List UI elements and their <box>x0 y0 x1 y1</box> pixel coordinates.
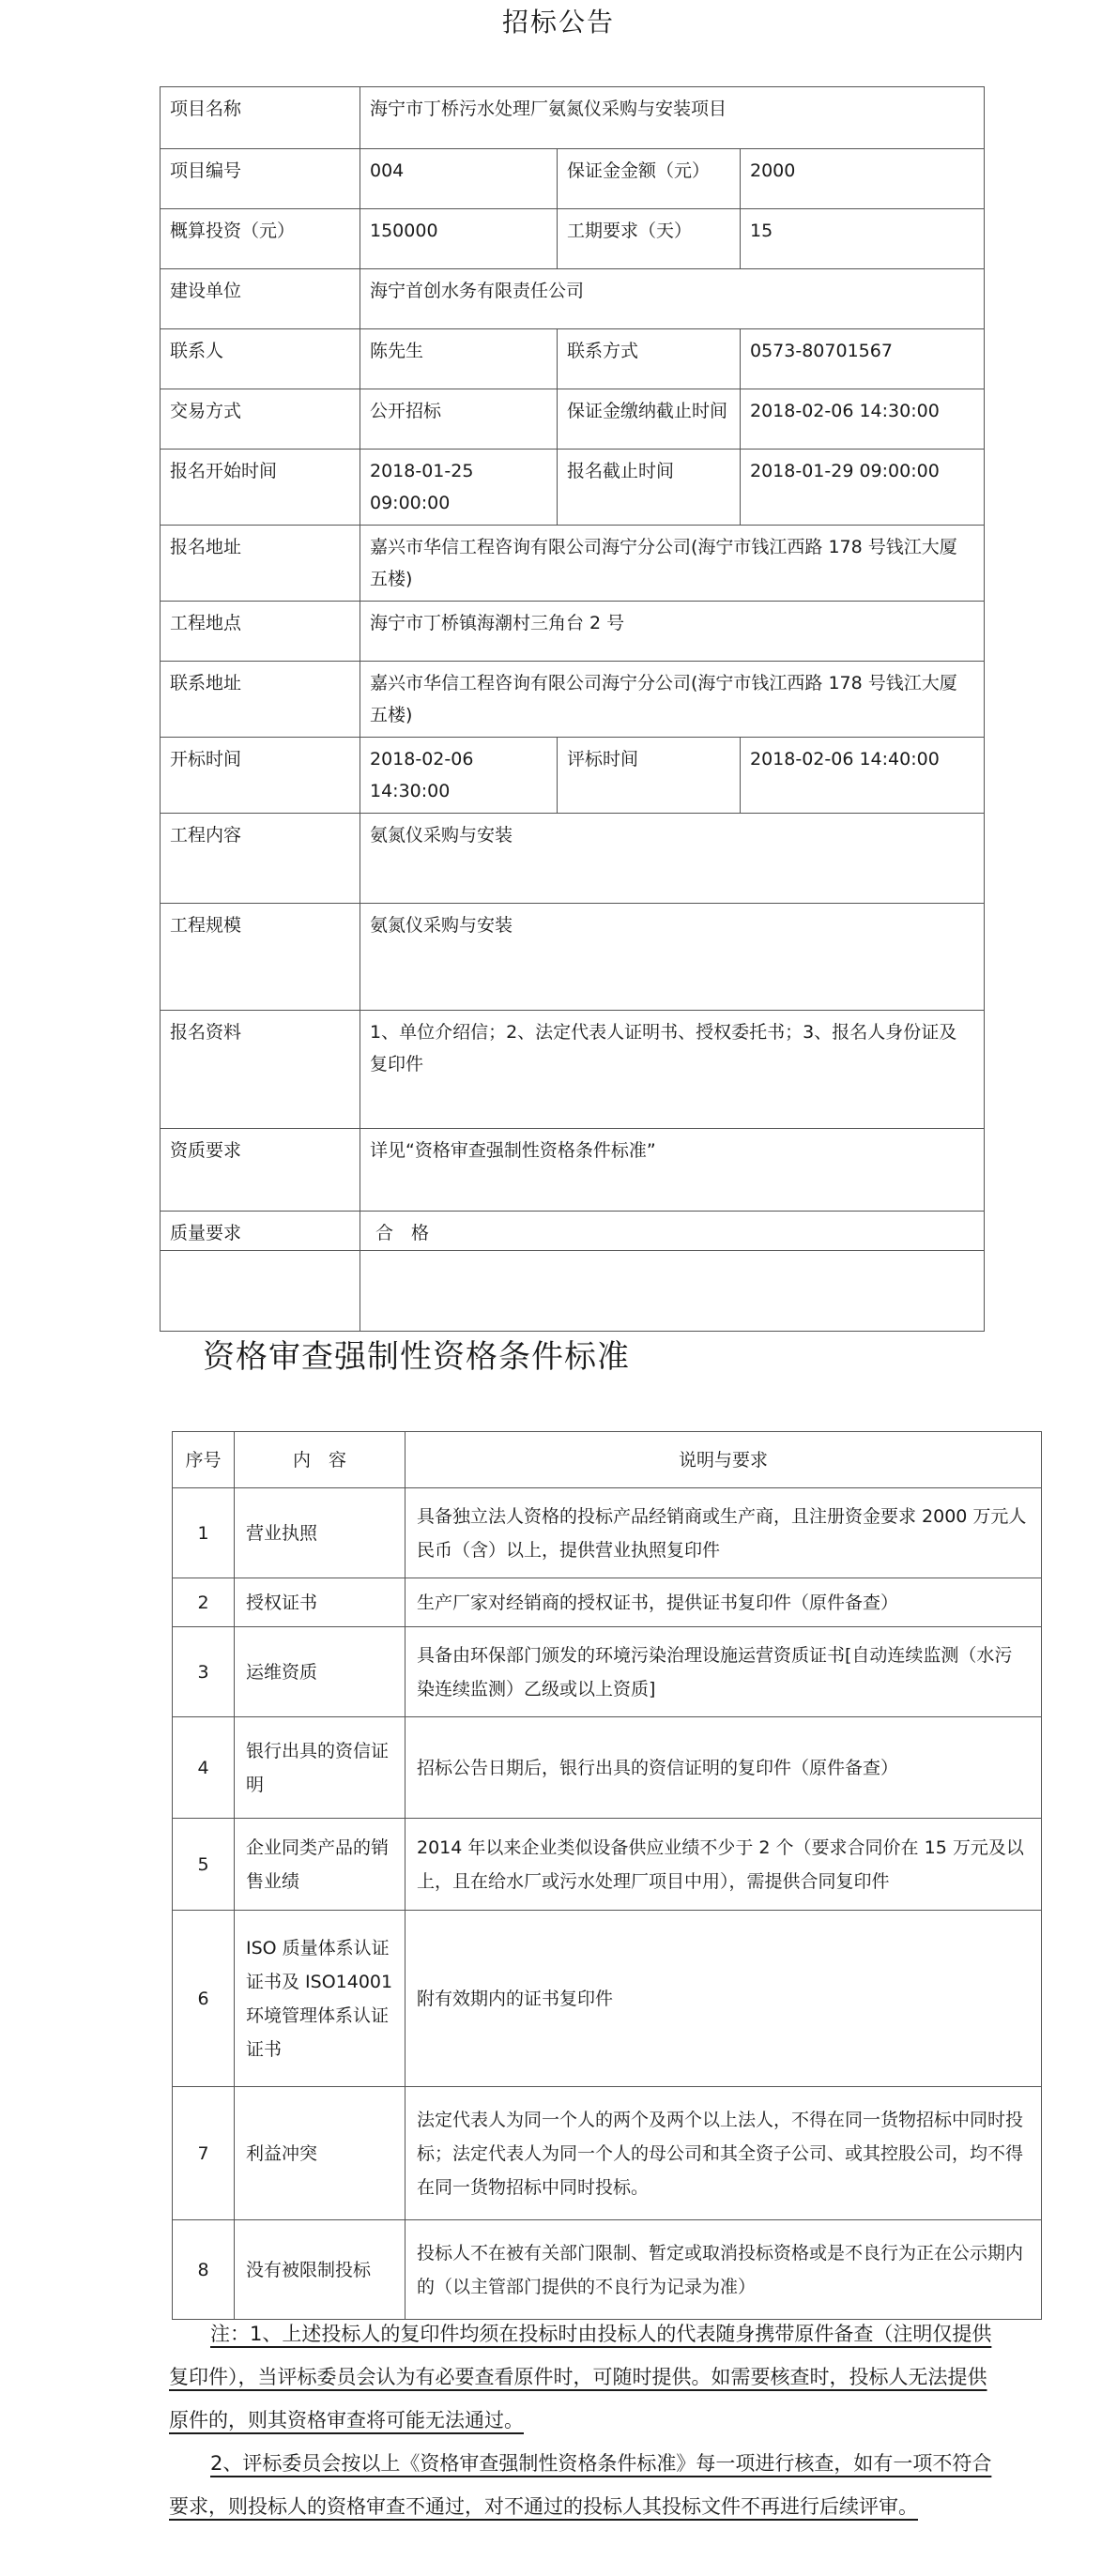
row-item: ISO 质量体系认证证书及 ISO14001 环境管理体系认证证书 <box>235 1911 405 2087</box>
reg-end-label: 报名截止时间 <box>558 450 741 526</box>
row-item: 营业执照 <box>235 1488 405 1578</box>
content-value: 氨氮仪采购与安装 <box>360 814 985 904</box>
budget-label: 概算投资（元） <box>161 209 360 269</box>
row-item: 利益冲突 <box>235 2087 405 2220</box>
note-1: 注：1、上述投标人的复印件均须在投标时由投标人的代表随身携带原件备查（注明仅提供复印件），当评标委员会认为有必要查看原件时，可随时提供。如需要核查时，投标人无法提供原件的，则其资格审查将可能无法通过。 <box>169 2323 992 2431</box>
row-desc: 具备由环保部门颁发的环境污染治理设施运营资质证书[自动连续监测（水污染连续监测）乙级或以上资质] <box>405 1627 1042 1717</box>
open-time-value: 2018-02-06 14:30:00 <box>360 738 558 814</box>
content-label: 工程内容 <box>161 814 360 904</box>
row-item: 没有被限制投标 <box>235 2220 405 2320</box>
page-title: 招标公告 <box>501 7 615 38</box>
note-2: 2、评标委员会按以上《资格审查强制性资格条件标准》每一项进行核查，如有一项不符合要求，则投标人的资格审查不通过，对不通过的投标人其投标文件不再进行后续评审。 <box>169 2452 992 2518</box>
row-item: 运维资质 <box>235 1627 405 1717</box>
requirements-table <box>172 1431 1042 2320</box>
trade-label: 交易方式 <box>161 389 360 450</box>
docs-label: 报名资料 <box>161 1011 360 1129</box>
docs-value: 1、单位介绍信；2、法定代表人证明书、授权委托书；3、报名人身份证及复印件 <box>360 1011 985 1129</box>
row-desc: 附有效期内的证书复印件 <box>405 1911 1042 2087</box>
duration-label: 工期要求（天） <box>558 209 741 269</box>
header-item: 内 容 <box>235 1432 405 1488</box>
site-value: 海宁市丁桥镇海潮村三角台 2 号 <box>360 602 985 662</box>
reg-addr-value: 嘉兴市华信工程咨询有限公司海宁分公司(海宁市钱江西路 178 号钱江大厦五楼) <box>360 526 985 602</box>
row-no: 6 <box>173 1911 235 2087</box>
eval-time-label: 评标时间 <box>558 738 741 814</box>
header-no: 序号 <box>173 1432 235 1488</box>
trade-value: 公开招标 <box>360 389 558 450</box>
reg-start-value: 2018-01-25 09:00:00 <box>360 450 558 526</box>
table-row <box>173 1578 1042 1627</box>
eval-time-value: 2018-02-06 14:40:00 <box>741 738 985 814</box>
table-row <box>173 1911 1042 2087</box>
phone-label: 联系方式 <box>558 329 741 389</box>
project-name-value: 海宁市丁桥污水处理厂氨氮仪采购与安装项目 <box>360 87 985 149</box>
row-no: 5 <box>173 1819 235 1911</box>
tender-info-table <box>160 86 985 1251</box>
row-no: 4 <box>173 1717 235 1819</box>
table-row <box>173 1488 1042 1578</box>
row-item: 授权证书 <box>235 1578 405 1627</box>
table-row <box>173 1717 1042 1819</box>
open-time-label: 开标时间 <box>161 738 360 814</box>
row-no: 7 <box>173 2087 235 2220</box>
row-desc: 投标人不在被有关部门限制、暂定或取消投标资格或是不良行为正在公示期内的（以主管部门提供的不良行为记录为准） <box>405 2220 1042 2320</box>
contact-value: 陈先生 <box>360 329 558 389</box>
row-desc: 具备独立法人资格的投标产品经销商或生产商，且注册资金要求 2000 万元人民币（含）以上，提供营业执照复印件 <box>405 1488 1042 1578</box>
contact-label: 联系人 <box>161 329 360 389</box>
deposit-value: 2000 <box>741 149 985 209</box>
duration-value: 15 <box>741 209 985 269</box>
quality-value: 合 格 <box>360 1212 985 1332</box>
scale-label: 工程规模 <box>161 904 360 1011</box>
quality-label: 质量要求 <box>161 1212 360 1332</box>
table-row <box>173 2220 1042 2320</box>
scale-value: 氨氮仪采购与安装 <box>360 904 985 1011</box>
quality-table <box>160 1211 985 1332</box>
section-title: 资格审查强制性资格条件标准 <box>203 1338 630 1376</box>
row-item: 企业同类产品的销售业绩 <box>235 1819 405 1911</box>
contact-addr-value: 嘉兴市华信工程咨询有限公司海宁分公司(海宁市钱江西路 178 号钱江大厦五楼) <box>360 662 985 738</box>
owner-label: 建设单位 <box>161 269 360 329</box>
reg-end-value: 2018-01-29 09:00:00 <box>741 450 985 526</box>
deposit-label: 保证金金额（元） <box>558 149 741 209</box>
project-no-label: 项目编号 <box>161 149 360 209</box>
phone-value: 0573-80701567 <box>741 329 985 389</box>
deposit-deadline-label: 保证金缴纳截止时间 <box>558 389 741 450</box>
deposit-deadline-value: 2018-02-06 14:30:00 <box>741 389 985 450</box>
notes <box>169 2312 995 2528</box>
reg-addr-label: 报名地址 <box>161 526 360 602</box>
row-no: 2 <box>173 1578 235 1627</box>
contact-addr-label: 联系地址 <box>161 662 360 738</box>
row-no: 1 <box>173 1488 235 1578</box>
row-no: 8 <box>173 2220 235 2320</box>
table-row <box>173 1627 1042 1717</box>
row-desc: 生产厂家对经销商的授权证书，提供证书复印件（原件备查） <box>405 1578 1042 1627</box>
row-desc: 2014 年以来企业类似设备供应业绩不少于 2 个（要求合同价在 15 万元及以上，且在给水厂或污水处理厂项目中用），需提供合同复印件 <box>405 1819 1042 1911</box>
site-label: 工程地点 <box>161 602 360 662</box>
reg-start-label: 报名开始时间 <box>161 450 360 526</box>
project-name-label: 项目名称 <box>161 87 360 149</box>
table-row <box>173 1819 1042 1911</box>
row-desc: 招标公告日期后，银行出具的资信证明的复印件（原件备查） <box>405 1717 1042 1819</box>
owner-value: 海宁首创水务有限责任公司 <box>360 269 985 329</box>
row-no: 3 <box>173 1627 235 1717</box>
qual-label: 资质要求 <box>161 1129 360 1251</box>
row-desc: 法定代表人为同一个人的两个及两个以上法人，不得在同一货物招标中同时投标；法定代表人为同一个人的母公司和其全资子公司、或其控股公司，均不得在同一货物招标中同时投标。 <box>405 2087 1042 2220</box>
budget-value: 150000 <box>360 209 558 269</box>
qual-value: 详见“资格审查强制性资格条件标准” <box>360 1129 985 1251</box>
header-desc: 说明与要求 <box>405 1432 1042 1488</box>
table-row <box>173 2087 1042 2220</box>
project-no-value: 004 <box>360 149 558 209</box>
row-item: 银行出具的资信证明 <box>235 1717 405 1819</box>
